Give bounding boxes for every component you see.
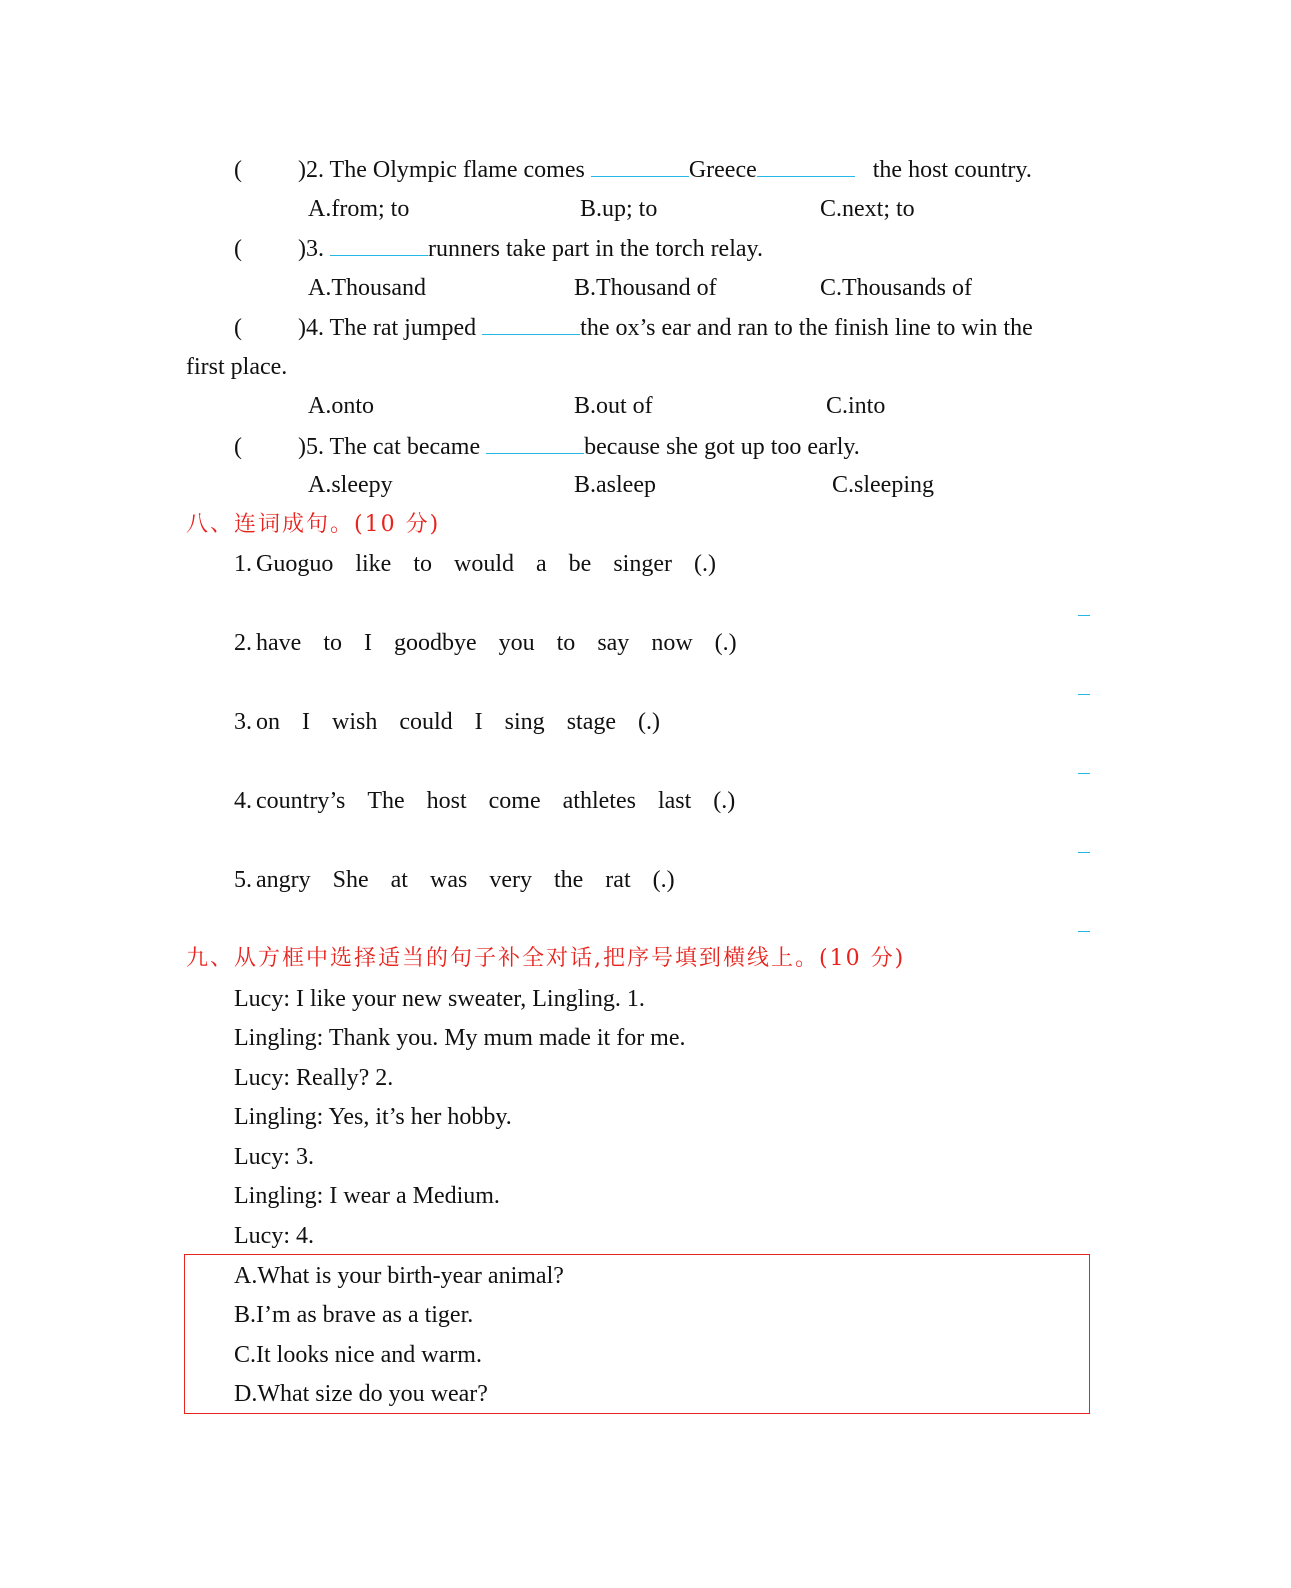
scramble-item-4: 4. country’s The host come athletes last (.)	[234, 788, 736, 814]
answer-blank[interactable]	[591, 154, 689, 177]
option-b: B.asleep	[574, 472, 656, 498]
answer-line[interactable]	[1078, 694, 1090, 695]
option-a: A.onto	[308, 393, 374, 419]
answer-line[interactable]	[1078, 852, 1090, 853]
option-sentence-b: B.I’m as brave as a tiger.	[234, 1302, 474, 1328]
option-sentence-d: D.What size do you wear?	[234, 1381, 488, 1407]
question-3: ( )3. runners take part in the torch relay.	[234, 233, 763, 264]
answer-line[interactable]	[1078, 773, 1090, 774]
answer-blank[interactable]	[482, 312, 580, 335]
question-4: ( )4. The rat jumped the ox’s ear and ran to the finish line to win the	[234, 312, 1033, 343]
option-b: B.Thousand of	[574, 275, 717, 301]
scramble-item-2: 2. have to I goodbye you to say now (.)	[234, 630, 737, 656]
option-sentence-a: A.What is your birth-year animal?	[234, 1263, 564, 1289]
dialogue-line: Lucy: 3.	[234, 1144, 314, 1170]
option-b: B.out of	[574, 393, 653, 419]
option-sentence-c: C.It looks nice and warm.	[234, 1342, 482, 1368]
dialogue-line: Lucy: I like your new sweater, Lingling. 1.	[234, 986, 645, 1012]
option-b: B.up; to	[580, 196, 658, 222]
section-8-heading: 八、连词成句。(10 分)	[186, 512, 441, 537]
answer-blank[interactable]	[330, 233, 428, 256]
question-5: ( )5. The cat became because she got up too early.	[234, 431, 860, 462]
dialogue-line: Lucy: Really? 2.	[234, 1065, 394, 1091]
answer-blank[interactable]	[757, 154, 855, 177]
question-2: ( )2. The Olympic flame comes Greece the host country.	[234, 154, 1032, 185]
dialogue-line: Lingling: Yes, it’s her hobby.	[234, 1104, 512, 1130]
dialogue-line: Lingling: Thank you. My mum made it for me.	[234, 1025, 686, 1051]
answer-line[interactable]	[1078, 615, 1090, 616]
option-c: C.into	[826, 393, 886, 419]
option-c: C.next; to	[820, 196, 915, 222]
dialogue-line: Lucy: 4.	[234, 1223, 314, 1249]
question-4-continuation: first place.	[186, 354, 288, 380]
section-9-heading: 九、从方框中选择适当的句子补全对话,把序号填到横线上。(10 分)	[186, 946, 906, 971]
option-a: A.Thousand	[308, 275, 426, 301]
scramble-item-1: 1. Guoguo like to would a be singer (.)	[234, 551, 716, 577]
answer-blank[interactable]	[486, 431, 584, 454]
option-a: A.sleepy	[308, 472, 393, 498]
option-a: A.from; to	[308, 196, 410, 222]
dialogue-line: Lingling: I wear a Medium.	[234, 1183, 500, 1209]
option-c: C.Thousands of	[820, 275, 972, 301]
scramble-item-3: 3. on I wish could I sing stage (.)	[234, 709, 660, 735]
answer-line[interactable]	[1078, 931, 1090, 932]
option-c: C.sleeping	[832, 472, 934, 498]
scramble-item-5: 5. angry She at was very the rat (.)	[234, 867, 675, 893]
